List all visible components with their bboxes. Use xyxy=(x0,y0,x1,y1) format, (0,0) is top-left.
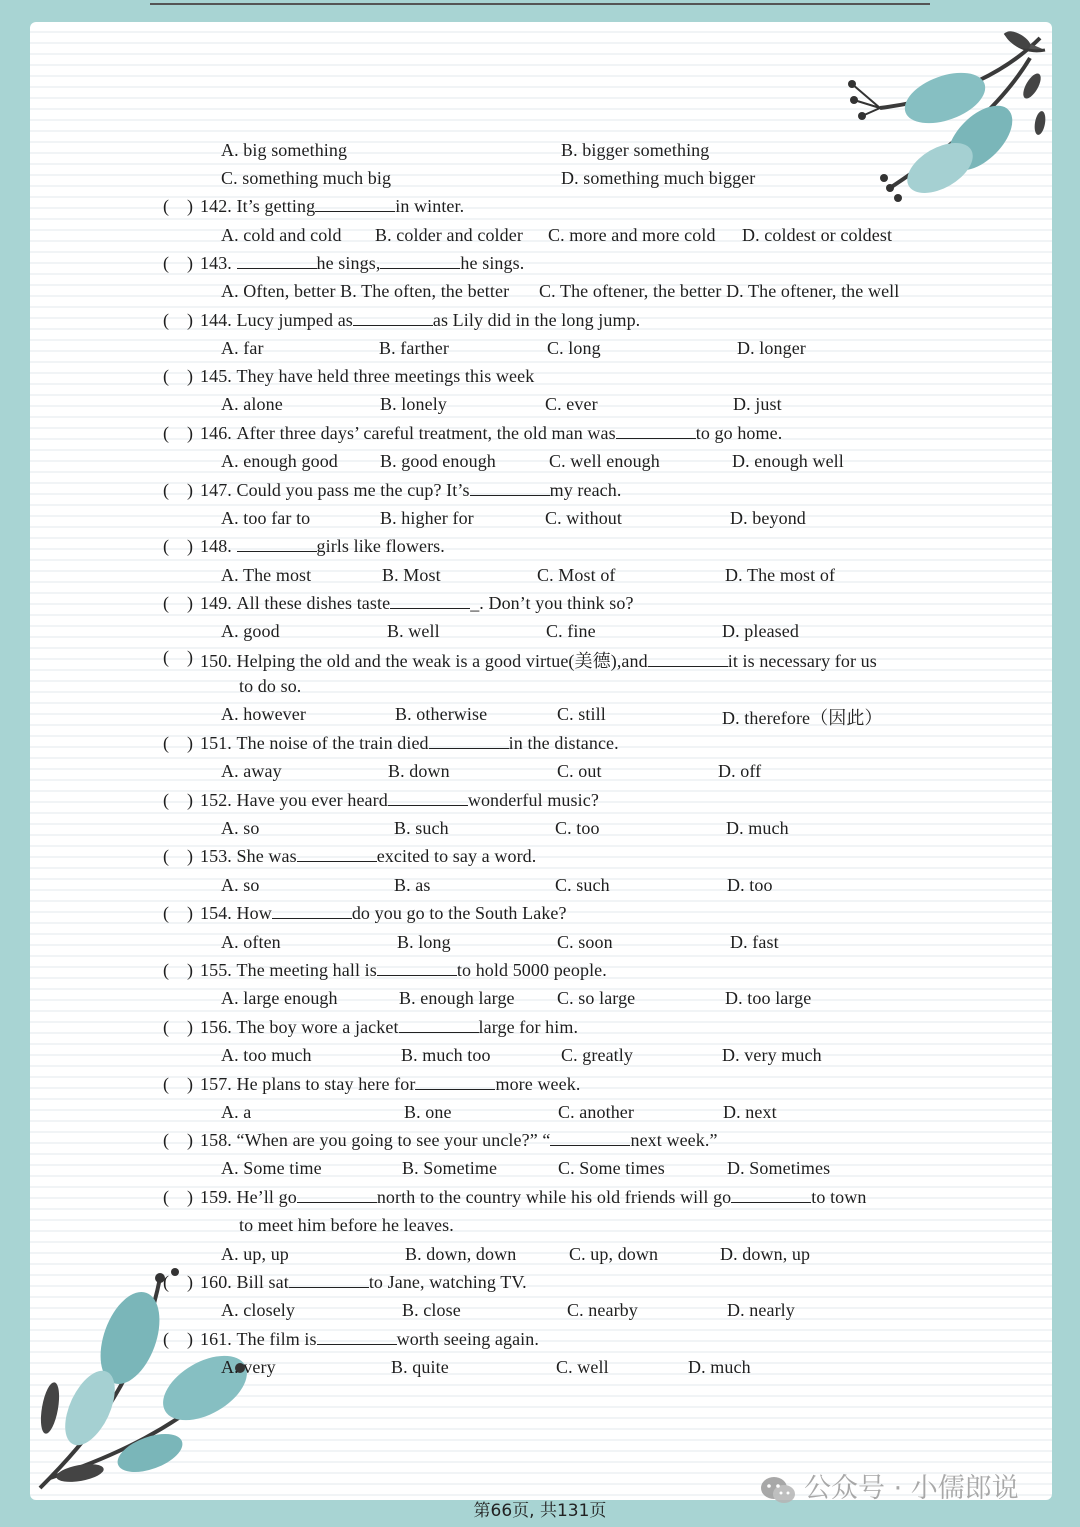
stem-text: The noise of the train died xyxy=(236,733,429,753)
stem-text: large for him. xyxy=(478,1017,579,1037)
answer-option[interactable]: D. much xyxy=(688,1357,751,1377)
answer-option[interactable]: D. down, up xyxy=(720,1244,811,1264)
answer-paren-open: ( xyxy=(163,960,170,980)
answer-option[interactable]: D. next xyxy=(723,1102,777,1122)
question-stem xyxy=(200,1130,718,1151)
answer-option[interactable]: D. Sometimes xyxy=(727,1158,831,1178)
answer-option[interactable]: C. too xyxy=(555,818,600,838)
answer-blank[interactable] xyxy=(388,791,468,806)
answer-option[interactable]: C. such xyxy=(555,875,610,895)
answer-option[interactable]: C. another xyxy=(558,1102,634,1122)
stem-text: my reach. xyxy=(549,480,622,500)
answer-paren-open: ( xyxy=(163,1074,170,1094)
answer-paren-open: ( xyxy=(163,310,170,330)
question-number: 157. xyxy=(200,1074,232,1094)
answer-paren-open: ( xyxy=(163,480,170,500)
answer-paren-close: ) xyxy=(187,196,194,216)
answer-blank[interactable] xyxy=(648,652,728,667)
answer-option[interactable]: D. longer xyxy=(737,338,806,358)
stem-text: it is necessary for us xyxy=(727,651,877,671)
answer-paren-close: ) xyxy=(187,790,194,810)
answer-option[interactable]: B. bigger something xyxy=(561,140,710,160)
answer-option[interactable]: A. closely xyxy=(221,1300,295,1320)
answer-option[interactable]: A. however xyxy=(221,704,306,724)
question-stem xyxy=(200,1187,866,1208)
wechat-icon xyxy=(760,1475,796,1505)
answer-blank[interactable] xyxy=(380,254,460,269)
answer-option[interactable]: D. just xyxy=(733,394,782,414)
stem-text: to town xyxy=(811,1187,867,1207)
answer-paren-open: ( xyxy=(163,790,170,810)
answer-option[interactable]: D. enough well xyxy=(732,451,844,471)
answer-paren-close: ) xyxy=(187,1187,194,1207)
question-stem xyxy=(200,1272,527,1293)
answer-option[interactable]: B. enough large xyxy=(399,988,515,1008)
answer-option[interactable]: A. big something xyxy=(221,140,348,160)
answer-option[interactable]: C. more and more cold xyxy=(548,225,716,245)
question-stem xyxy=(200,366,534,387)
answer-paren-open: ( xyxy=(163,1329,170,1349)
answer-option[interactable]: C. out xyxy=(557,761,602,781)
leaf-decoration-bottom-left-icon xyxy=(30,1258,250,1498)
answer-paren-close: ) xyxy=(187,846,194,866)
stem-text: After three days’ careful treatment, the old man was xyxy=(236,423,616,443)
answer-blank[interactable] xyxy=(550,1131,630,1146)
question-stem xyxy=(200,790,599,811)
stem-text: in winter. xyxy=(395,196,465,216)
page-footer: 第66页, 共131页 xyxy=(473,1501,607,1521)
answer-option[interactable]: D. very much xyxy=(722,1045,822,1065)
question-number: 159. xyxy=(200,1187,232,1207)
answer-option[interactable]: D. pleased xyxy=(722,621,799,641)
question-stem-continued: to do so. xyxy=(239,676,302,696)
stem-text: girls like flowers. xyxy=(316,536,445,556)
answer-option[interactable]: D. beyond xyxy=(730,508,806,528)
stem-text: The film is xyxy=(236,1329,317,1349)
answer-option[interactable]: C. so large xyxy=(557,988,636,1008)
answer-option[interactable]: C. without xyxy=(545,508,623,528)
stem-text: Could you pass me the cup? It’s xyxy=(236,480,470,500)
answer-option[interactable]: A. enough good xyxy=(221,451,338,471)
stem-text: more week. xyxy=(495,1074,581,1094)
stem-text: he sings. xyxy=(460,253,525,273)
answer-blank[interactable] xyxy=(237,254,317,269)
question-stem xyxy=(200,253,524,274)
question-number: 145. xyxy=(200,366,232,386)
answer-blank[interactable] xyxy=(353,311,433,326)
question-stem xyxy=(200,423,782,444)
answer-blank[interactable] xyxy=(289,1273,369,1288)
answer-blank[interactable] xyxy=(297,847,377,862)
stem-text: to go home. xyxy=(695,423,783,443)
stem-text: excited to say a word. xyxy=(376,846,537,866)
answer-option[interactable]: C. Most of xyxy=(537,565,616,585)
stem-text: Helping the old and the weak is a good virtue(美德),and xyxy=(236,651,648,671)
answer-paren-open: ( xyxy=(163,196,170,216)
answer-option[interactable]: C. The oftener, the better D. The oftener, the well xyxy=(539,281,900,301)
answer-option[interactable]: B. colder and colder xyxy=(375,225,523,245)
answer-option[interactable]: A. Some time xyxy=(221,1158,322,1178)
answer-option[interactable]: B. farther xyxy=(379,338,449,358)
answer-option[interactable]: B. long xyxy=(397,932,451,952)
stem-text: He plans to stay here for xyxy=(236,1074,416,1094)
question-stem xyxy=(200,196,464,217)
answer-blank[interactable] xyxy=(237,537,317,552)
answer-paren-close: ) xyxy=(187,1017,194,1037)
answer-option[interactable]: A. large enough xyxy=(221,988,338,1008)
answer-paren-open: ( xyxy=(163,1017,170,1037)
question-number: 152. xyxy=(200,790,232,810)
answer-option[interactable]: B. such xyxy=(394,818,449,838)
answer-paren-close: ) xyxy=(187,480,194,500)
question-number: 156. xyxy=(200,1017,232,1037)
question-stem xyxy=(200,1017,578,1038)
answer-paren-close: ) xyxy=(187,960,194,980)
answer-blank[interactable] xyxy=(731,1188,811,1203)
answer-paren-open: ( xyxy=(163,1272,170,1292)
answer-option[interactable]: C. ever xyxy=(545,394,598,414)
question-stem xyxy=(200,903,567,924)
answer-blank[interactable] xyxy=(470,481,550,496)
stem-text: All these dishes taste xyxy=(236,593,391,613)
stem-text: It’s getting xyxy=(236,196,316,216)
stem-text: They have held three meetings this week xyxy=(236,366,535,386)
question-number: 153. xyxy=(200,846,232,866)
answer-paren-close: ) xyxy=(187,647,194,667)
stem-text: “When are you going to see your uncle?” “ xyxy=(236,1130,551,1150)
answer-option[interactable]: B. much too xyxy=(401,1045,491,1065)
answer-option[interactable]: A. so xyxy=(221,875,260,895)
answer-option[interactable]: B. quite xyxy=(391,1357,449,1377)
question-number: 154. xyxy=(200,903,232,923)
answer-paren-open: ( xyxy=(163,903,170,923)
answer-paren-close: ) xyxy=(187,423,194,443)
answer-option[interactable]: B. Sometime xyxy=(402,1158,498,1178)
stem-text: he sings, xyxy=(316,253,381,273)
question-number: 147. xyxy=(200,480,232,500)
answer-option[interactable]: D. fast xyxy=(730,932,779,952)
answer-paren-open: ( xyxy=(163,366,170,386)
question-number: 143. xyxy=(200,253,232,273)
question-number: 148. xyxy=(200,536,232,556)
answer-option[interactable]: A. a xyxy=(221,1102,252,1122)
answer-paren-open: ( xyxy=(163,1130,170,1150)
top-rule xyxy=(150,3,930,5)
answer-option[interactable]: D. nearly xyxy=(727,1300,795,1320)
stem-text: to hold 5000 people. xyxy=(456,960,607,980)
answer-blank[interactable] xyxy=(399,1018,479,1033)
stem-text: Lucy jumped as xyxy=(236,310,353,330)
stem-text: wonderful music? xyxy=(467,790,599,810)
answer-paren-close: ) xyxy=(187,1074,194,1094)
answer-option[interactable]: C. something much big xyxy=(221,168,392,188)
question-stem xyxy=(200,647,877,673)
answer-option[interactable]: A. The most xyxy=(221,565,312,585)
question-number: 161. xyxy=(200,1329,232,1349)
answer-paren-open: ( xyxy=(163,593,170,613)
stem-text: How xyxy=(236,903,272,923)
answer-paren-close: ) xyxy=(187,593,194,613)
stem-text: Have you ever heard xyxy=(236,790,388,810)
answer-option[interactable]: D. much xyxy=(726,818,789,838)
answer-blank[interactable] xyxy=(377,961,457,976)
answer-option[interactable]: B. higher for xyxy=(380,508,474,528)
answer-option[interactable]: C. soon xyxy=(557,932,613,952)
answer-option[interactable]: D. too xyxy=(727,875,773,895)
answer-paren-close: ) xyxy=(187,366,194,386)
answer-option[interactable]: A. so xyxy=(221,818,260,838)
stem-text: next week.” xyxy=(630,1130,718,1150)
answer-paren-close: ) xyxy=(187,1329,194,1349)
answer-blank[interactable] xyxy=(429,734,509,749)
answer-option[interactable]: A. too much xyxy=(221,1045,312,1065)
answer-blank[interactable] xyxy=(415,1075,495,1090)
answer-option[interactable]: B. one xyxy=(404,1102,452,1122)
answer-paren-open: ( xyxy=(163,1187,170,1207)
answer-option[interactable]: B. as xyxy=(394,875,431,895)
answer-option[interactable]: A. far xyxy=(221,338,264,358)
answer-option[interactable]: A. alone xyxy=(221,394,283,414)
stem-text: as Lily did in the long jump. xyxy=(432,310,641,330)
question-number: 149. xyxy=(200,593,232,613)
answer-option[interactable]: C. long xyxy=(547,338,601,358)
watermark xyxy=(760,1466,1019,1505)
answer-option[interactable]: B. otherwise xyxy=(395,704,488,724)
answer-option[interactable]: B. close xyxy=(402,1300,461,1320)
answer-option[interactable]: B. Most xyxy=(382,565,441,585)
answer-option[interactable]: C. fine xyxy=(546,621,596,641)
question-number: 160. xyxy=(200,1272,232,1292)
stem-text: do you go to the South Lake? xyxy=(351,903,567,923)
question-stem xyxy=(200,480,621,501)
answer-option[interactable]: C. still xyxy=(557,704,606,724)
answer-option[interactable]: D. The most of xyxy=(725,565,836,585)
answer-option[interactable]: D. too large xyxy=(725,988,812,1008)
question-number: 144. xyxy=(200,310,232,330)
answer-option[interactable]: B. lonely xyxy=(380,394,447,414)
watermark-text: 公众号 · 小儒郎说 xyxy=(804,1473,1019,1504)
question-stem xyxy=(200,536,445,557)
answer-paren-close: ) xyxy=(187,536,194,556)
question-number: 142. xyxy=(200,196,232,216)
question-number: 150. xyxy=(200,651,232,671)
answer-option[interactable]: C. greatly xyxy=(561,1045,633,1065)
answer-paren-close: ) xyxy=(187,1272,194,1292)
question-number: 155. xyxy=(200,960,232,980)
answer-option[interactable]: B. down, down xyxy=(405,1244,517,1264)
stem-text: The boy wore a jacket xyxy=(236,1017,399,1037)
question-stem-continued: to meet him before he leaves. xyxy=(239,1215,454,1235)
stem-text: She was xyxy=(236,846,297,866)
answer-paren-open: ( xyxy=(163,846,170,866)
answer-option[interactable]: A. often xyxy=(221,932,281,952)
answer-option[interactable]: A. cold and cold xyxy=(221,225,342,245)
answer-paren-open: ( xyxy=(163,536,170,556)
question-stem xyxy=(200,593,634,614)
question-stem xyxy=(200,1329,539,1350)
answer-blank[interactable] xyxy=(616,424,696,439)
answer-blank[interactable] xyxy=(317,1330,397,1345)
answer-paren-close: ) xyxy=(187,253,194,273)
answer-blank[interactable] xyxy=(390,594,470,609)
answer-option[interactable]: D. therefore（因此） xyxy=(722,708,883,728)
question-stem xyxy=(200,960,607,981)
question-stem xyxy=(200,1074,580,1095)
answer-option[interactable]: D. coldest or coldest xyxy=(742,225,893,245)
answer-option[interactable]: D. something much bigger xyxy=(561,168,756,188)
stem-text: north to the country while his old friends will go xyxy=(376,1187,732,1207)
answer-option[interactable]: A. good xyxy=(221,621,280,641)
answer-option[interactable]: C. Some times xyxy=(558,1158,665,1178)
answer-option[interactable]: D. off xyxy=(718,761,762,781)
answer-option[interactable]: C. up, down xyxy=(569,1244,659,1264)
answer-paren-open: ( xyxy=(163,647,170,667)
answer-blank[interactable] xyxy=(272,904,352,919)
stem-text: The meeting hall is xyxy=(236,960,377,980)
answer-paren-close: ) xyxy=(187,733,194,753)
answer-paren-close: ) xyxy=(187,903,194,923)
answer-option[interactable]: A. too far to xyxy=(221,508,311,528)
question-number: 146. xyxy=(200,423,232,443)
question-number: 151. xyxy=(200,733,232,753)
leaf-decoration-top-right-icon xyxy=(840,28,1050,208)
question-stem xyxy=(200,846,536,867)
answer-option[interactable]: B. down xyxy=(388,761,450,781)
answer-option[interactable]: A. away xyxy=(221,761,282,781)
answer-option[interactable]: C. well enough xyxy=(549,451,660,471)
stem-text: He’ll go xyxy=(236,1187,297,1207)
answer-blank[interactable] xyxy=(315,197,395,212)
answer-paren-close: ) xyxy=(187,310,194,330)
answer-paren-open: ( xyxy=(163,733,170,753)
answer-paren-open: ( xyxy=(163,423,170,443)
answer-paren-open: ( xyxy=(163,253,170,273)
stem-text: worth seeing again. xyxy=(396,1329,539,1349)
question-stem xyxy=(200,310,640,331)
stem-text: Bill sat xyxy=(236,1272,289,1292)
answer-option[interactable]: C. well xyxy=(556,1357,609,1377)
answer-option[interactable]: A. up, up xyxy=(221,1244,289,1264)
answer-option[interactable]: A. Often, better B. The often, the better xyxy=(221,281,510,301)
stem-text: to Jane, watching TV. xyxy=(368,1272,527,1292)
answer-option[interactable]: A. very xyxy=(221,1357,276,1377)
stem-text: in the distance. xyxy=(508,733,619,753)
answer-blank[interactable] xyxy=(297,1188,377,1203)
question-number: 158. xyxy=(200,1130,232,1150)
question-stem xyxy=(200,733,619,754)
answer-option[interactable]: C. nearby xyxy=(567,1300,638,1320)
answer-paren-close: ) xyxy=(187,1130,194,1150)
answer-option[interactable]: B. well xyxy=(387,621,440,641)
stem-text: _. Don’t you think so? xyxy=(470,593,634,613)
answer-option[interactable]: B. good enough xyxy=(380,451,496,471)
